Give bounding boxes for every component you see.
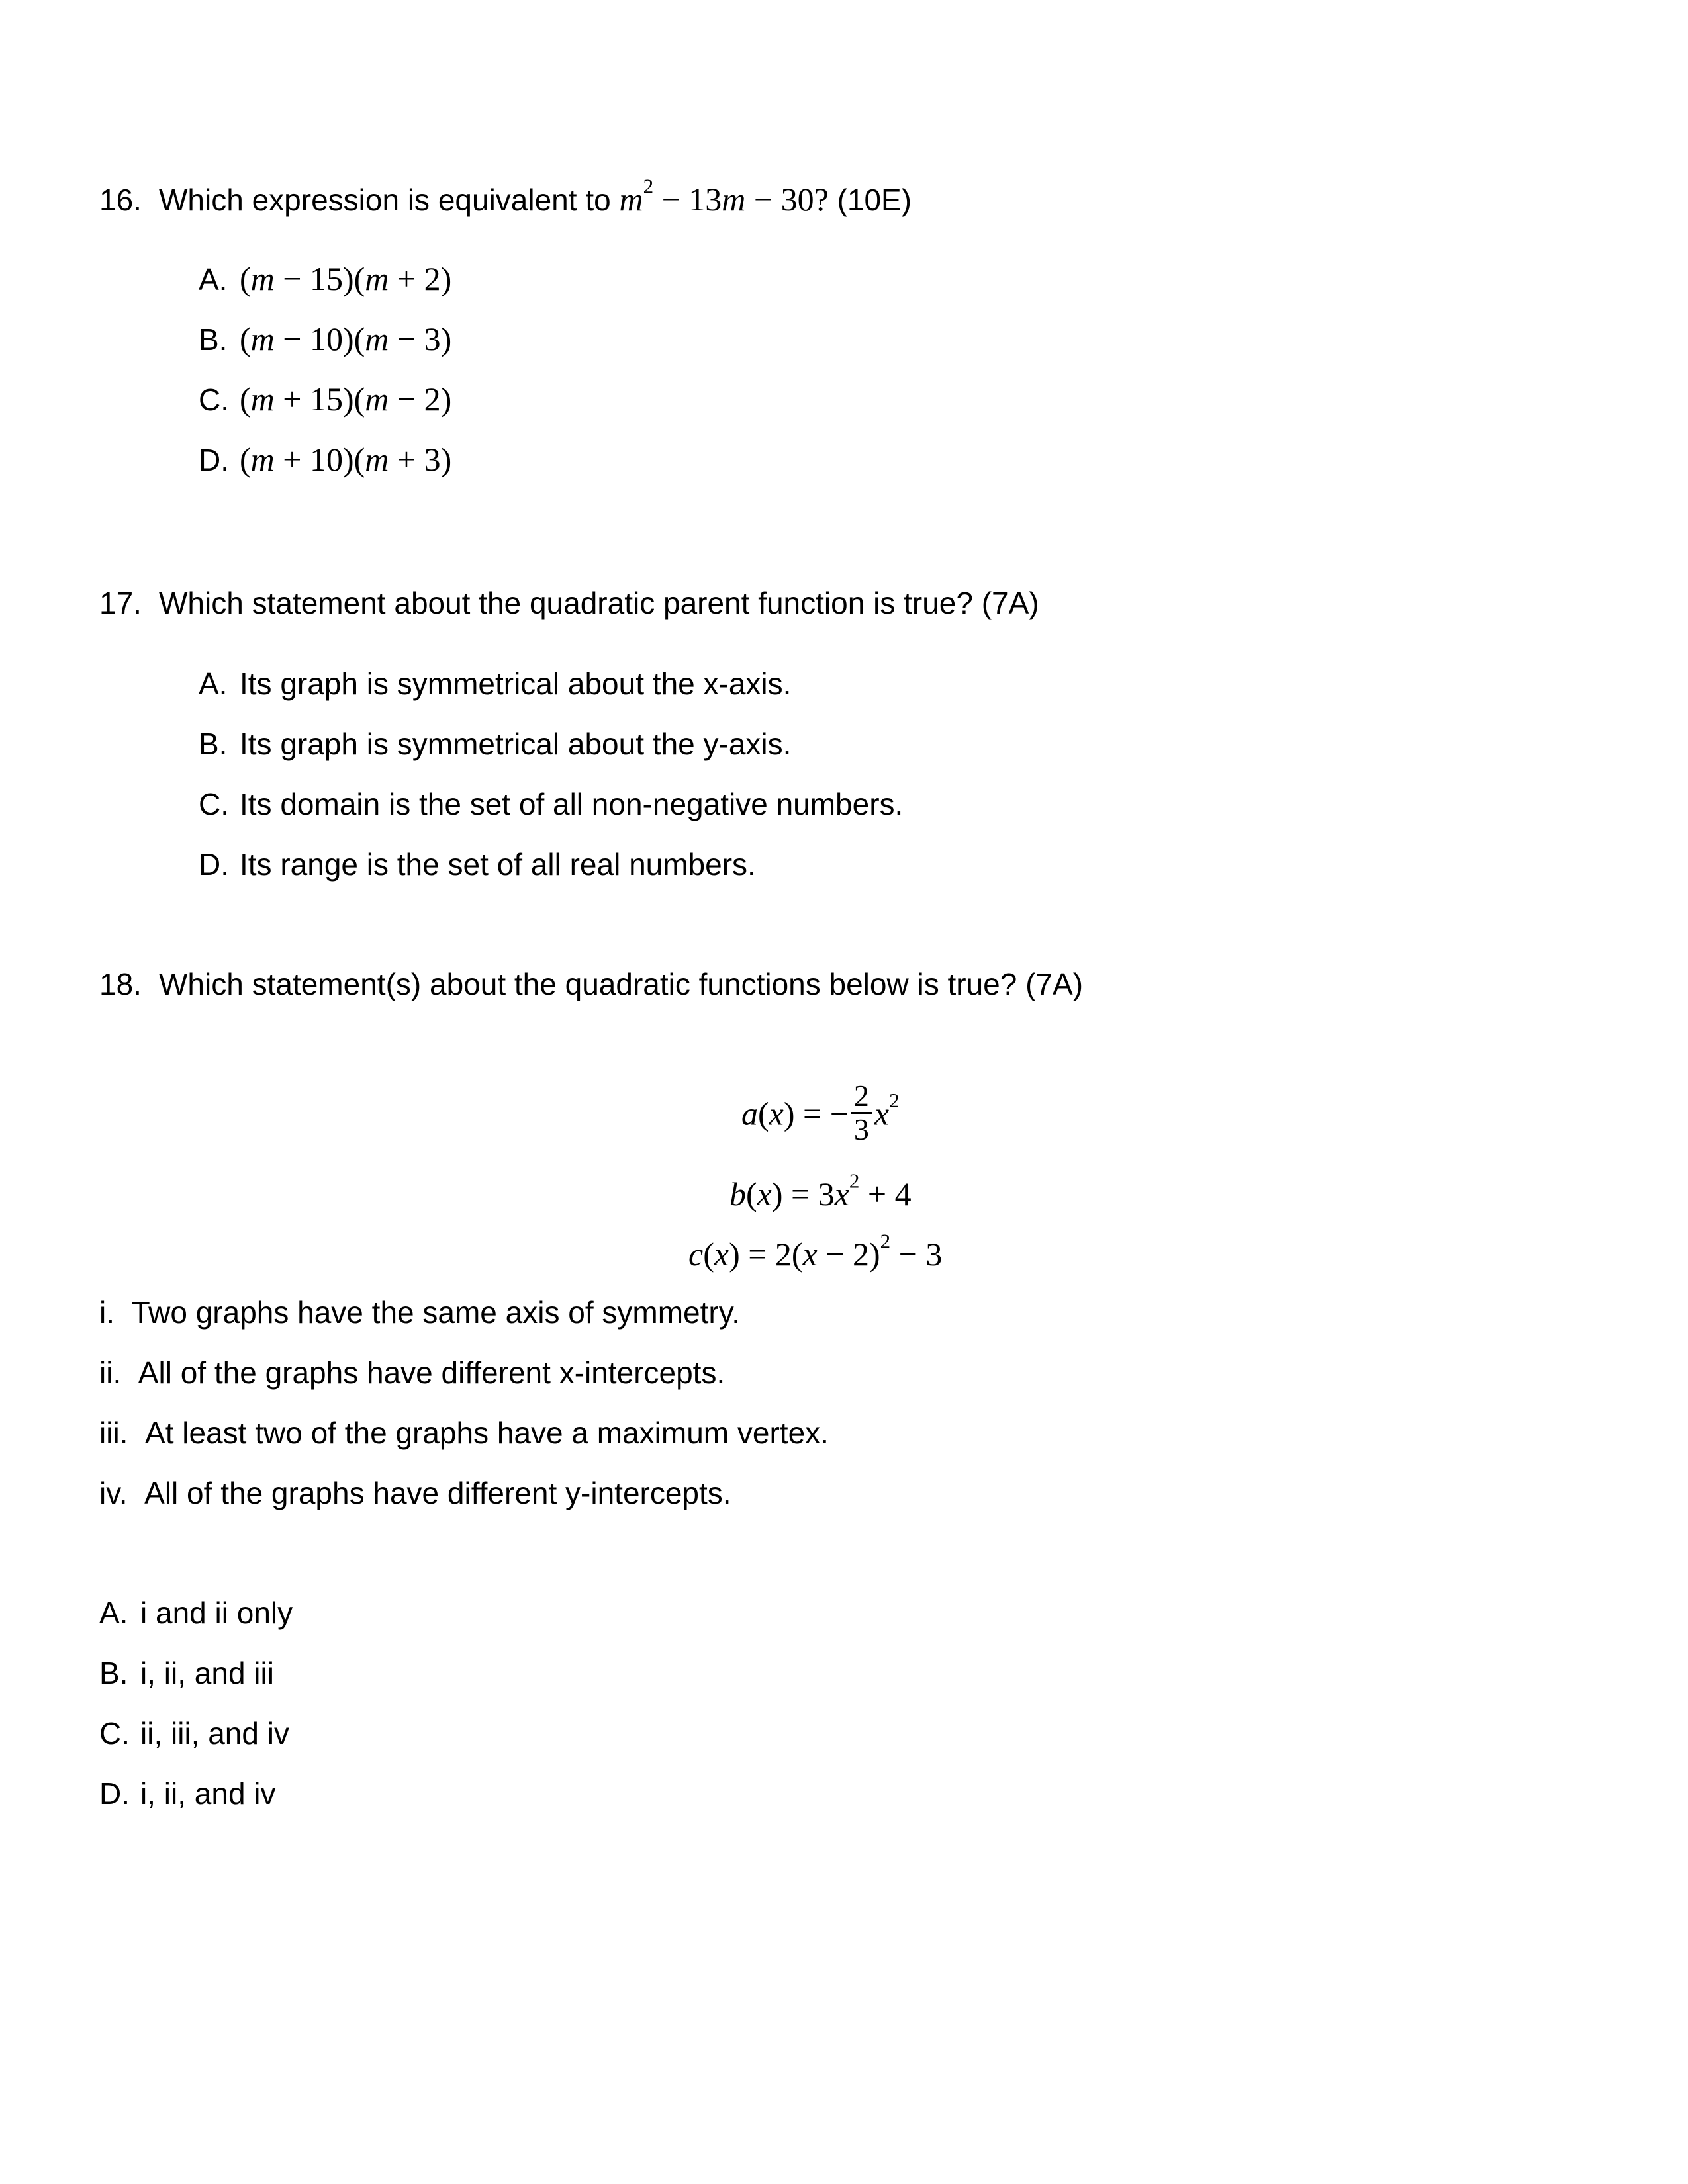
q17-option-b[interactable]: B. Its graph is symmetrical about the y-axis. [199, 727, 792, 761]
q18-option-b[interactable]: B. i, ii, and iii [99, 1656, 274, 1690]
question-text: Which statement about the quadratic parent function is true? (7A) [159, 586, 1039, 620]
q17-option-c[interactable]: C. Its domain is the set of all non-negative numbers. [199, 787, 904, 821]
fraction: $\frac{2}{3}$ [851, 1080, 872, 1146]
q17-option-a[interactable]: A. Its graph is symmetrical about the x-axis. [199, 666, 792, 701]
statement-i: i. Two graphs have the same axis of symmetry. [99, 1295, 741, 1330]
option-text: i and ii only [140, 1596, 293, 1630]
question-text: Which expression is equivalent to [159, 183, 611, 217]
q17-option-d[interactable]: D. Its range is the set of all real numbers. [199, 847, 756, 882]
function-a: a(x) = − $\frac{2}{3}$ $x^2$ [741, 1079, 900, 1147]
option-text: i, ii, and iv [140, 1776, 276, 1811]
option-expression: (m + 15)(m − 2) [240, 381, 452, 418]
statement-iii: iii. At least two of the graphs have a maximum vertex. [99, 1416, 829, 1450]
question-16-prompt [99, 174, 912, 218]
option-text: Its graph is symmetrical about the x-axis. [240, 666, 792, 701]
function-b: $b(x) = 3x^2 + 4$ [729, 1169, 912, 1212]
option-expression: (m − 15)(m + 2) [240, 260, 452, 297]
q16-option-d[interactable]: D. (m + 10)(m + 3) [199, 441, 452, 478]
q18-option-d[interactable]: D. i, ii, and iv [99, 1776, 276, 1811]
option-text: Its domain is the set of all non-negative numbers. [240, 787, 904, 821]
question-text: Which statement(s) about the quadratic functions below is true? (7A) [159, 967, 1084, 1001]
option-text: ii, iii, and iv [140, 1716, 289, 1751]
option-expression: (m + 10)(m + 3) [240, 441, 452, 478]
question-18-prompt [99, 966, 1083, 1002]
statement-iv: iv. All of the graphs have different y-intercepts. [99, 1476, 731, 1510]
question-17-prompt [99, 585, 1039, 621]
q18-option-a[interactable]: A. i and ii only [99, 1596, 293, 1630]
question-number: 18. [99, 967, 142, 1001]
question-number: 16. [99, 183, 142, 217]
function-c: $c(x) = 2(x - 2)^2 - 3$ [688, 1229, 943, 1273]
question-number: 17. [99, 586, 142, 620]
q16-option-b[interactable]: B. (m − 10)(m − 3) [199, 320, 452, 357]
q16-option-a[interactable]: A. (m − 15)(m + 2) [199, 260, 452, 297]
q16-option-c[interactable]: C. (m + 15)(m − 2) [199, 381, 452, 418]
standard-tag: (10E) [837, 183, 912, 217]
q18-option-c[interactable]: C. ii, iii, and iv [99, 1716, 289, 1751]
statement-ii: ii. All of the graphs have different x-intercepts. [99, 1355, 726, 1390]
option-text: i, ii, and iii [140, 1656, 274, 1690]
expression: $m^2 - 13m - 30$? [619, 174, 829, 218]
option-expression: (m − 10)(m − 3) [240, 320, 452, 357]
option-text: Its graph is symmetrical about the y-axis. [240, 727, 792, 761]
option-text: Its range is the set of all real numbers. [240, 847, 756, 882]
